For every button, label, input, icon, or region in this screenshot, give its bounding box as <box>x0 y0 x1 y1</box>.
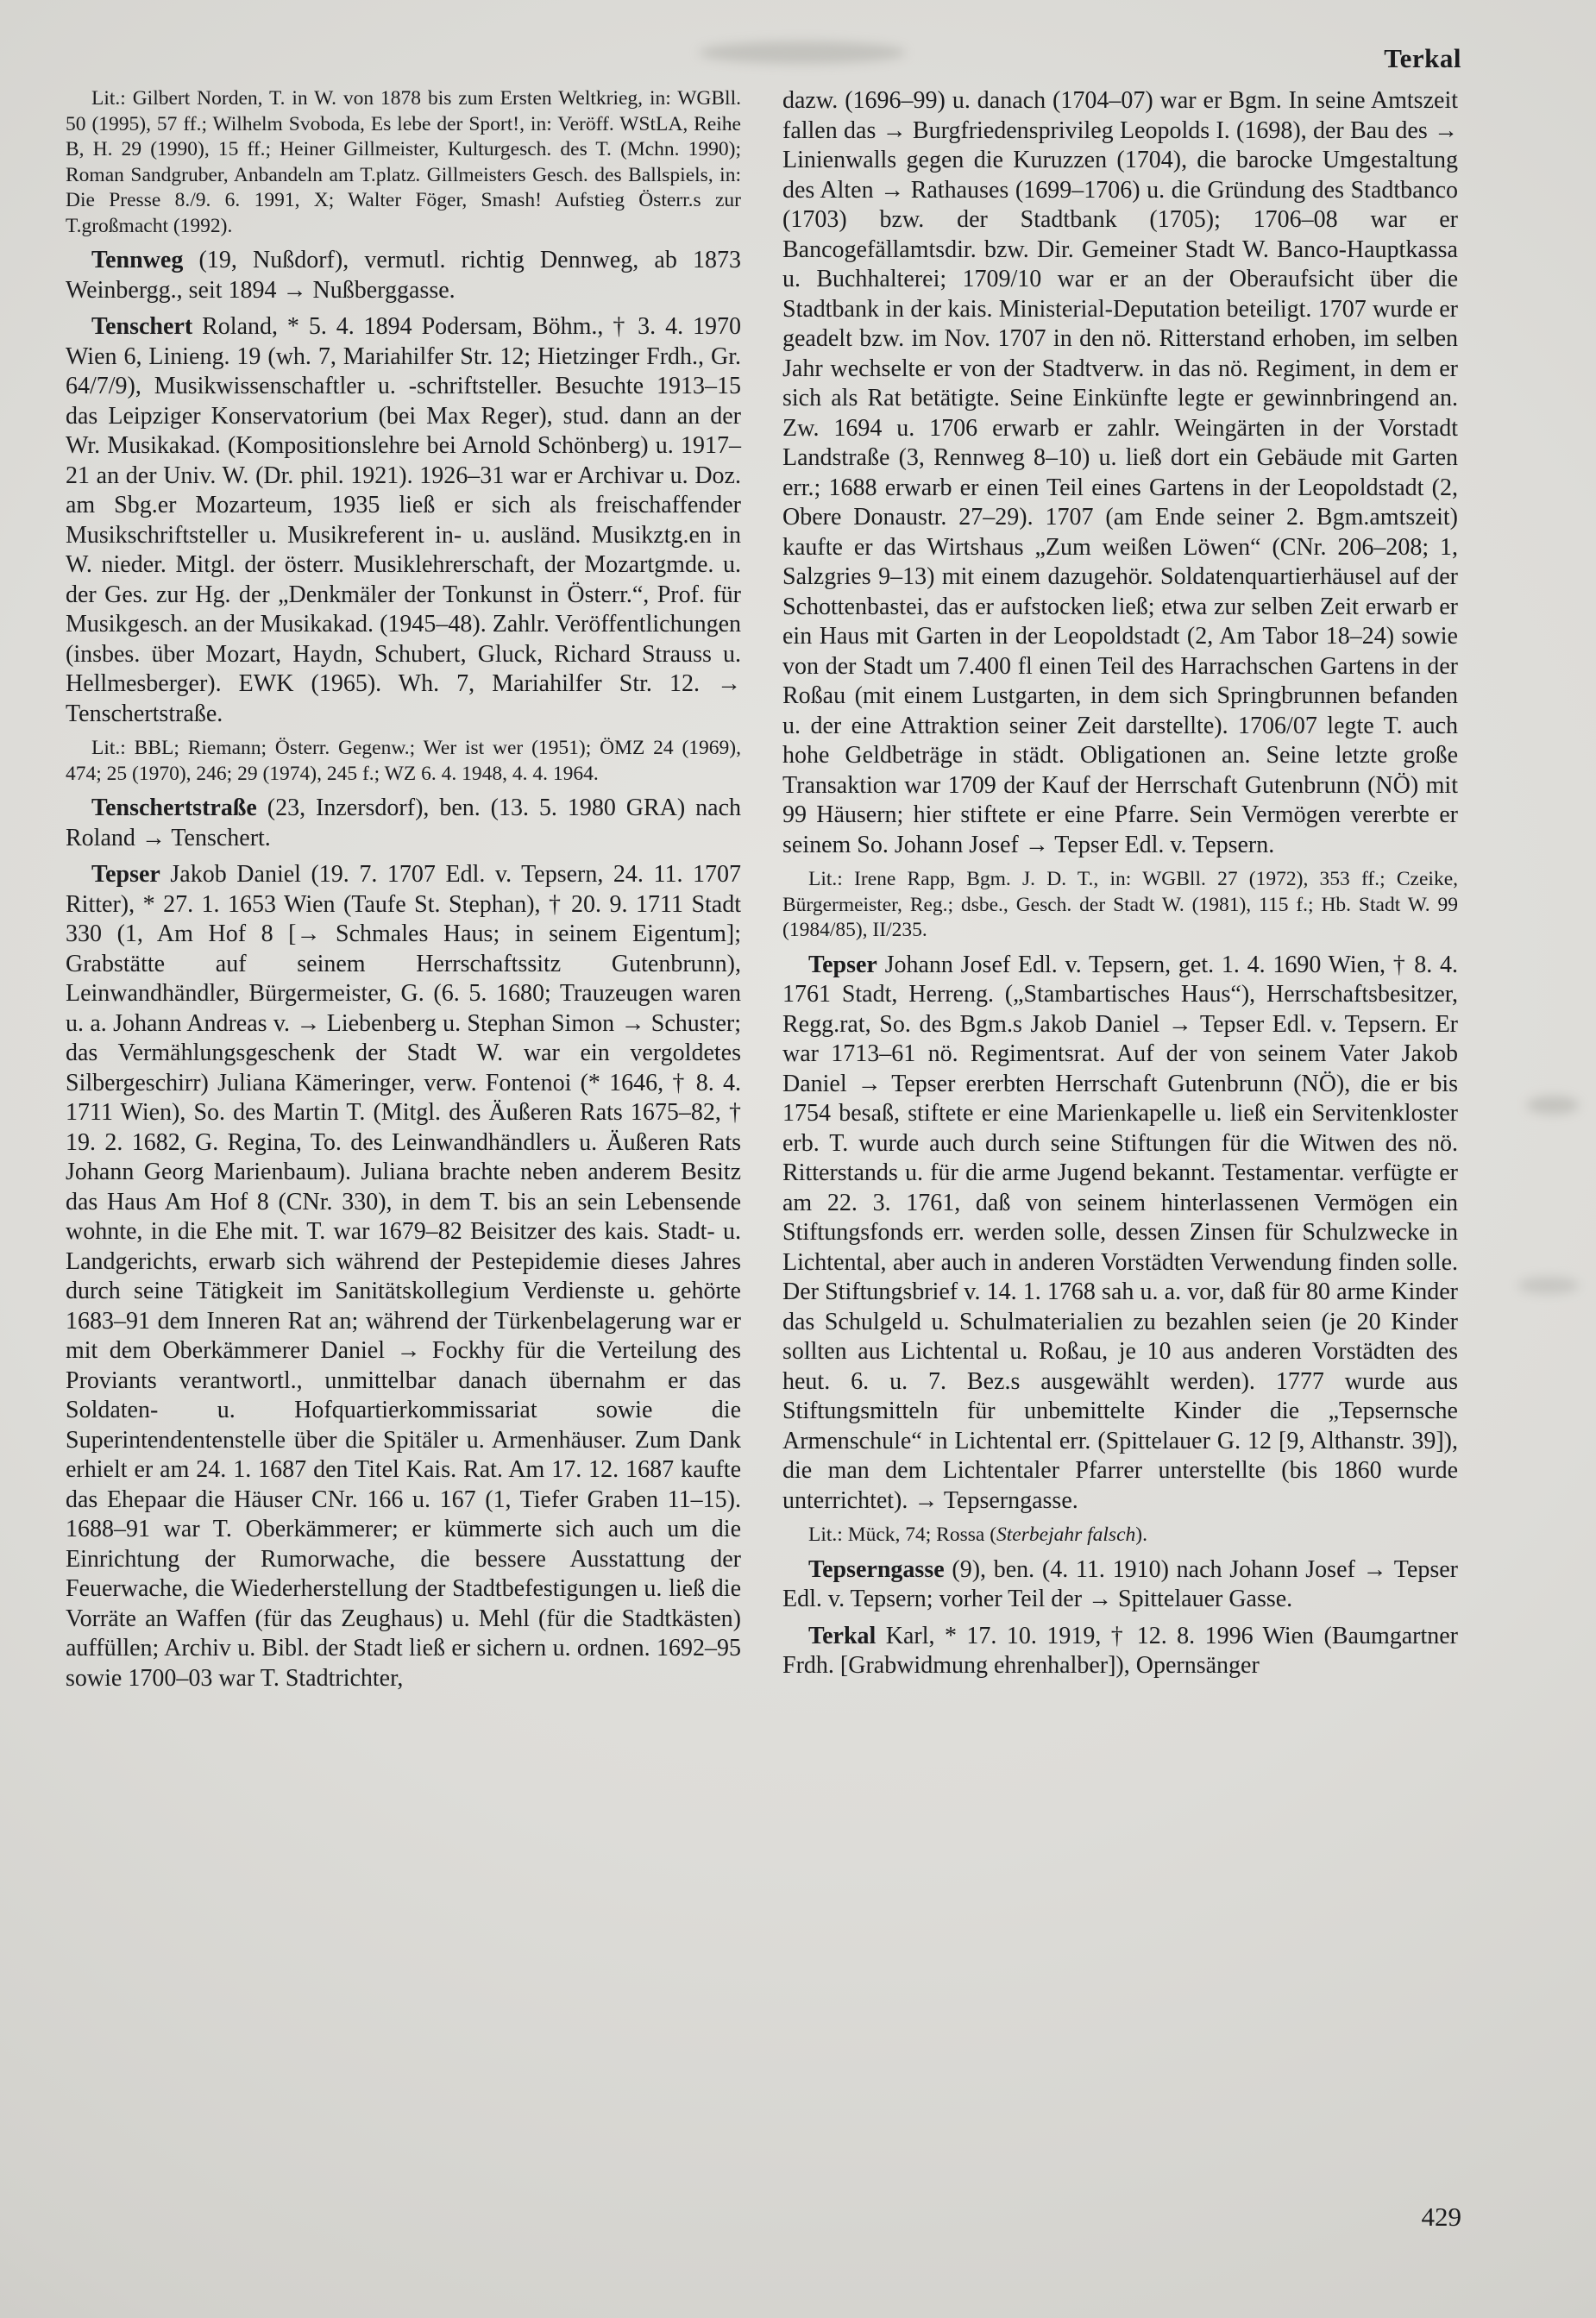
entry-headword: Terkal <box>808 1622 877 1649</box>
entry-headword: Tepser <box>91 861 160 888</box>
literature-note <box>66 86 741 239</box>
entry-paragraph <box>782 951 1458 1517</box>
text-segment: Roland, * 5. 4. 1894 Podersam, Böhm., † 3. 4. 1970 Wien 6, Linieng. 19 (wh. 7, Mariahilfer Str. 12; Hietzinger Frdh., Gr. 64/7/9), Musikwissenschaftler u. -schriftsteller. Besuchte 1913–15 das Leipziger Konservatorium (bei Max Reger), stud. dann an der Wr. Musikakad. (Kompositionslehre bei Arnold Schönberg) u. 1917–21 an der Univ. W. (Dr. phil. 1921). 1926–31 war er Archivar u. Doz. am Sbg.er Mozarteum, 1935 ließ er sich als freischaffender Musikschriftsteller u. Musikreferent in- u. ausländ. Musikztg.en in W. nieder. Mitgl. der österr. Musiklehrerschaft, der Mozartgmde. u. der Ges. zur Hg. der „Denkmäler der Tonkunst in Österr.“, Prof. für Musikgesch. an der Musikakad. (1945–48). Zahlr. Veröffentlichungen (insbes. über Mozart, Haydn, Schubert, Gluck, Richard Strauss u. Hellmesberger). EWK (1965). Wh. 7, Mariahilfer Str. 12. → Tenschertstraße. <box>66 313 741 727</box>
text-segment: (23, Inzersdorf), ben. (13. 5. 1980 GRA) nach Roland → Tenschert. <box>66 795 741 851</box>
entry-paragraph <box>66 794 741 853</box>
entry-headword: Tenschertstraße <box>91 795 257 821</box>
literature-note <box>782 867 1458 944</box>
text-segment: Karl, * 17. 10. 1919, † 12. 8. 1996 Wien (Baumgartner Frdh. [Grabwidmung ehrenhalber]), Opernsänger <box>782 1622 1458 1679</box>
literature-note <box>782 1523 1458 1548</box>
text-segment: dazw. (1696–99) u. danach (1704–07) war er Bgm. In seine Amtszeit fallen das → Burgfriedensprivileg Leopolds I. (1698), der Bau des → Linienwalls gegen die Kuruzzen (1704), die barocke Umgestaltung des Alten → Rathauses (1699–1706) u. die Gründung des Stadtbanco (1703) bzw. der Stadtbank (1705); 1706–08 war er Bancogefällamtsdir. bzw. Dir. Gemeiner Stadt W. Banco-Hauptkassa u. Buchhalterei; 1709/10 war er an der Oberaufsicht über die Stadtbank in der kais. Ministerial-Deputation beteiligt. 1707 wurde er geadelt bzw. im Nov. 1707 in den nö. Ritterstand erhoben, im selben Jahr wechselte er von der Stadtverw. in das nö. Regiment, in dem er sich als Rat betätigte. Seine Einkünfte legte er gewinnbringend an. Zw. 1694 u. 1706 erwarb er zahlr. Weingärten in der Vorstadt Landstraße (3, Rennweg 8–10) u. ließ dort ein Gebäude mit Garten err.; 1688 erwarb er einen Teil eines Gartens in der Leopoldstadt (2, Obere Donaustr. 27–29). 1707 (am Ende seiner 2. Bgm.amtszeit) kaufte er das Wirtshaus „Zum weißen Löwen“ (CNr. 206–208; 1, Salzgries 9–13) mit einem dazugehör. Soldatenquartierhäusel auf der Schottenbastei, das er aufstocken ließ; etwa zur selben Zeit erwarb er ein Haus mit Garten in der Leopoldstadt (2, Am Tabor 18–24) sowie von der Stadt um 7.400 fl einen Teil des Harrachschen Gartens in der Roßau (mit einem Lustgarten, in dem sich Springbrunnen befanden u. der eine Attraktion seiner Zeit darstellte). 1706/07 legte T. auch hohe Geldbeträge in städt. Obligationen an. Seine letzte große Transaktion war 1709 der Kauf der Herrschaft Gutenbrunn (NÖ) mit 99 Häusern; hier stiftete er eine Pfarre. Sein Vermögen vererbte er seinem So. Johann Josef → Tepser Edl. v. Tepsern. <box>782 87 1458 858</box>
entry-paragraph <box>782 1555 1458 1615</box>
entry-headword: Tepser <box>808 951 877 978</box>
left-column <box>66 86 741 1693</box>
literature-note <box>66 736 741 787</box>
entry-continuation <box>782 86 1458 860</box>
text-segment: Lit.: BBL; Riemann; Österr. Gegenw.; Wer ist wer (1951); ÖMZ 24 (1969), 474; 25 (1970), 246; 29 (1974), 245 f.; WZ 6. 4. 1948, 4. 4. 1964. <box>66 737 741 785</box>
entry-paragraph <box>66 312 741 729</box>
text-segment: Sterbejahr falsch <box>996 1523 1136 1546</box>
scan-artifact <box>1518 1277 1579 1294</box>
running-header: Terkal <box>1384 43 1461 73</box>
page-number: 429 <box>1421 2202 1461 2232</box>
text-segment: Lit.: Gilbert Norden, T. in W. von 1878 bis zum Ersten Weltkrieg, in: WGBll. 50 (1995), 57 ff.; Wilhelm Svoboda, Es lebe der Sport!, in: Veröff. WStLA, Reihe B, H. 29 (1990), 15 ff.; Heiner Gillmeister, Kulturgesch. des T. (Mchn. 1990); Roman Sandgruber, Anbandeln am T.platz. Gillmeisters Gesch. des Ballspiels, in: Die Presse 8./9. 6. 1991, X; Walter Föger, Smash! Aufstieg Österr.s zur T.großmacht (1992). <box>66 87 741 237</box>
entry-paragraph <box>782 1622 1458 1681</box>
text-segment: Johann Josef Edl. v. Tepsern, get. 1. 4. 1690 Wien, † 8. 4. 1761 Stadt, Herreng. („Stambartisches Haus“), Herrschaftsbesitzer, Regg.rat, So. des Bgm.s Jakob Daniel → Tepser Edl. v. Tepsern. Er war 1713–61 nö. Regimentsrat. Auf der von seinem Vater Jakob Daniel → Tepser ererbten Herrschaft Gutenbrunn (NÖ), die er bis 1754 besaß, stiftete er eine Marienkapelle u. ließ ein Servitenkloster erb. T. wurde auch durch seine Stiftungen für die Witwen des nö. Ritterstands u. für die arme Jugend bekannt. Testamentar. verfügte er am 22. 3. 1761, daß von seinem hinterlassenen Vermögen ein Stiftungsfonds err. werden solle, dessen Zinsen für Schulzwecke in Lichtental, aber auch in anderen Vorstädten Verwendung finden solle. Der Stiftungsbrief v. 14. 1. 1768 sah u. a. vor, daß für 80 arme Kinder das Schulgeld u. Schulmaterialien zu bezahlen seien (je 20 Kinder sollten aus Lichtental u. Roßau, je 10 aus anderen Vorstädten des heut. 6. u. 7. Bez.s ausgewählt werden). 1777 wurde aus Stiftungsmitteln für unbemittelte Kinder die „Tepsernsche Armenschule“ in Lichtental err. (Spittelauer G. 12 [9, Althanstr. 39]), die man dem Lichtentaler Pfarrer unterstellte (bis 1860 wurde unterrichtet). → Tepserngasse. <box>782 951 1458 1514</box>
entry-paragraph <box>66 246 741 305</box>
entry-paragraph <box>66 860 741 1693</box>
text-segment: (9), ben. (4. 11. 1910) nach Johann Josef → Tepser Edl. v. Tepsern; vorher Teil der → Spittelauer Gasse. <box>782 1555 1458 1612</box>
entry-headword: Tepserngasse <box>808 1555 945 1583</box>
text-segment: ). <box>1135 1523 1147 1546</box>
entry-headword: Tennweg <box>91 247 184 273</box>
entry-headword: Tenschert <box>91 313 193 340</box>
text-segment: Lit.: Mück, 74; Rossa ( <box>808 1523 997 1546</box>
text-segment: Jakob Daniel (19. 7. 1707 Edl. v. Tepsern, 24. 11. 1707 Ritter), * 27. 1. 1653 Wien (Taufe St. Stephan), † 20. 9. 1711 Stadt 330 (1, Am Hof 8 [→ Schmales Haus; in seinem Eigentum]; Grabstätte auf seinem Herrschaftssitz Gutenbrunn), Leinwandhändler, Bürgermeister, G. (6. 5. 1680; Trauzeugen waren u. a. Johann Andreas v. → Liebenberg u. Stephan Simon → Schuster; das Vermählungsgeschenk der Stadt W. war ein vergoldetes Silbergeschirr) Juliana Kämeringer, verw. Fontenoi (* 1646, † 8. 4. 1711 Wien), So. des Martin T. (Mitgl. des Äußeren Rats 1675–82, † 19. 2. 1682, G. Regina, To. des Leinwandhändlers u. Äußeren Rats Johann Georg Marienbaum). Juliana brachte neben anderem Besitz das Haus Am Hof 8 (CNr. 330), in dem T. bis an sein Lebensende wohnte, in die Ehe mit. T. war 1679–82 Beisitzer des kais. Stadt- u. Landgerichts, erwarb sich während der Pestepidemie dieses Jahres durch seine Tätigkeit im Sanitätskollegium Verdienste u. gehörte 1683–91 dem Inneren Rat an; während der Türkenbelagerung war er mit dem Oberkämmerer Daniel → Fockhy für die Verteilung des Proviants verantwortl., unmittelbar danach übernahm er das Soldaten- u. Hofquartierkommissariat sowie die Superintendentenstelle über die Spitäler u. Armenhäuser. Zum Dank erhielt er am 24. 1. 1687 den Titel Kais. Rat. Am 17. 12. 1687 kaufte das Ehepaar die Häuser CNr. 166 u. 167 (1, Tiefer Graben 11–15). 1688–91 war T. Oberkämmerer; er kümmerte sich auch um die Einrichtung der Rumorwache, die bessere Ausstattung der Feuerwache, die Wiederherstellung der Stadtbefestigungen u. ließ die Vorräte an Waffen (für das Zeughaus) u. Mehl (für die Stadtkästen) auffüllen; Archiv u. Bibl. der Stadt ließ er sichern u. ordnen. 1692–95 sowie 1700–03 war T. Stadtrichter, <box>66 861 741 1692</box>
scan-artifact <box>699 41 906 64</box>
scan-artifact <box>1527 1096 1579 1115</box>
text-segment: Lit.: Irene Rapp, Bgm. J. D. T., in: WGBll. 27 (1972), 353 ff.; Czeike, Bürgermeister, Reg.; dsbe., Gesch. der Stadt W. (1981), 115 f.; Hb. Stadt W. 99 (1984/85), II/235. <box>782 868 1458 941</box>
right-column <box>782 86 1458 1693</box>
text-columns <box>66 86 1458 1693</box>
text-segment: (19, Nußdorf), vermutl. richtig Dennweg, ab 1873 Weinbergg., seit 1894 → Nußberggasse. <box>66 247 741 304</box>
